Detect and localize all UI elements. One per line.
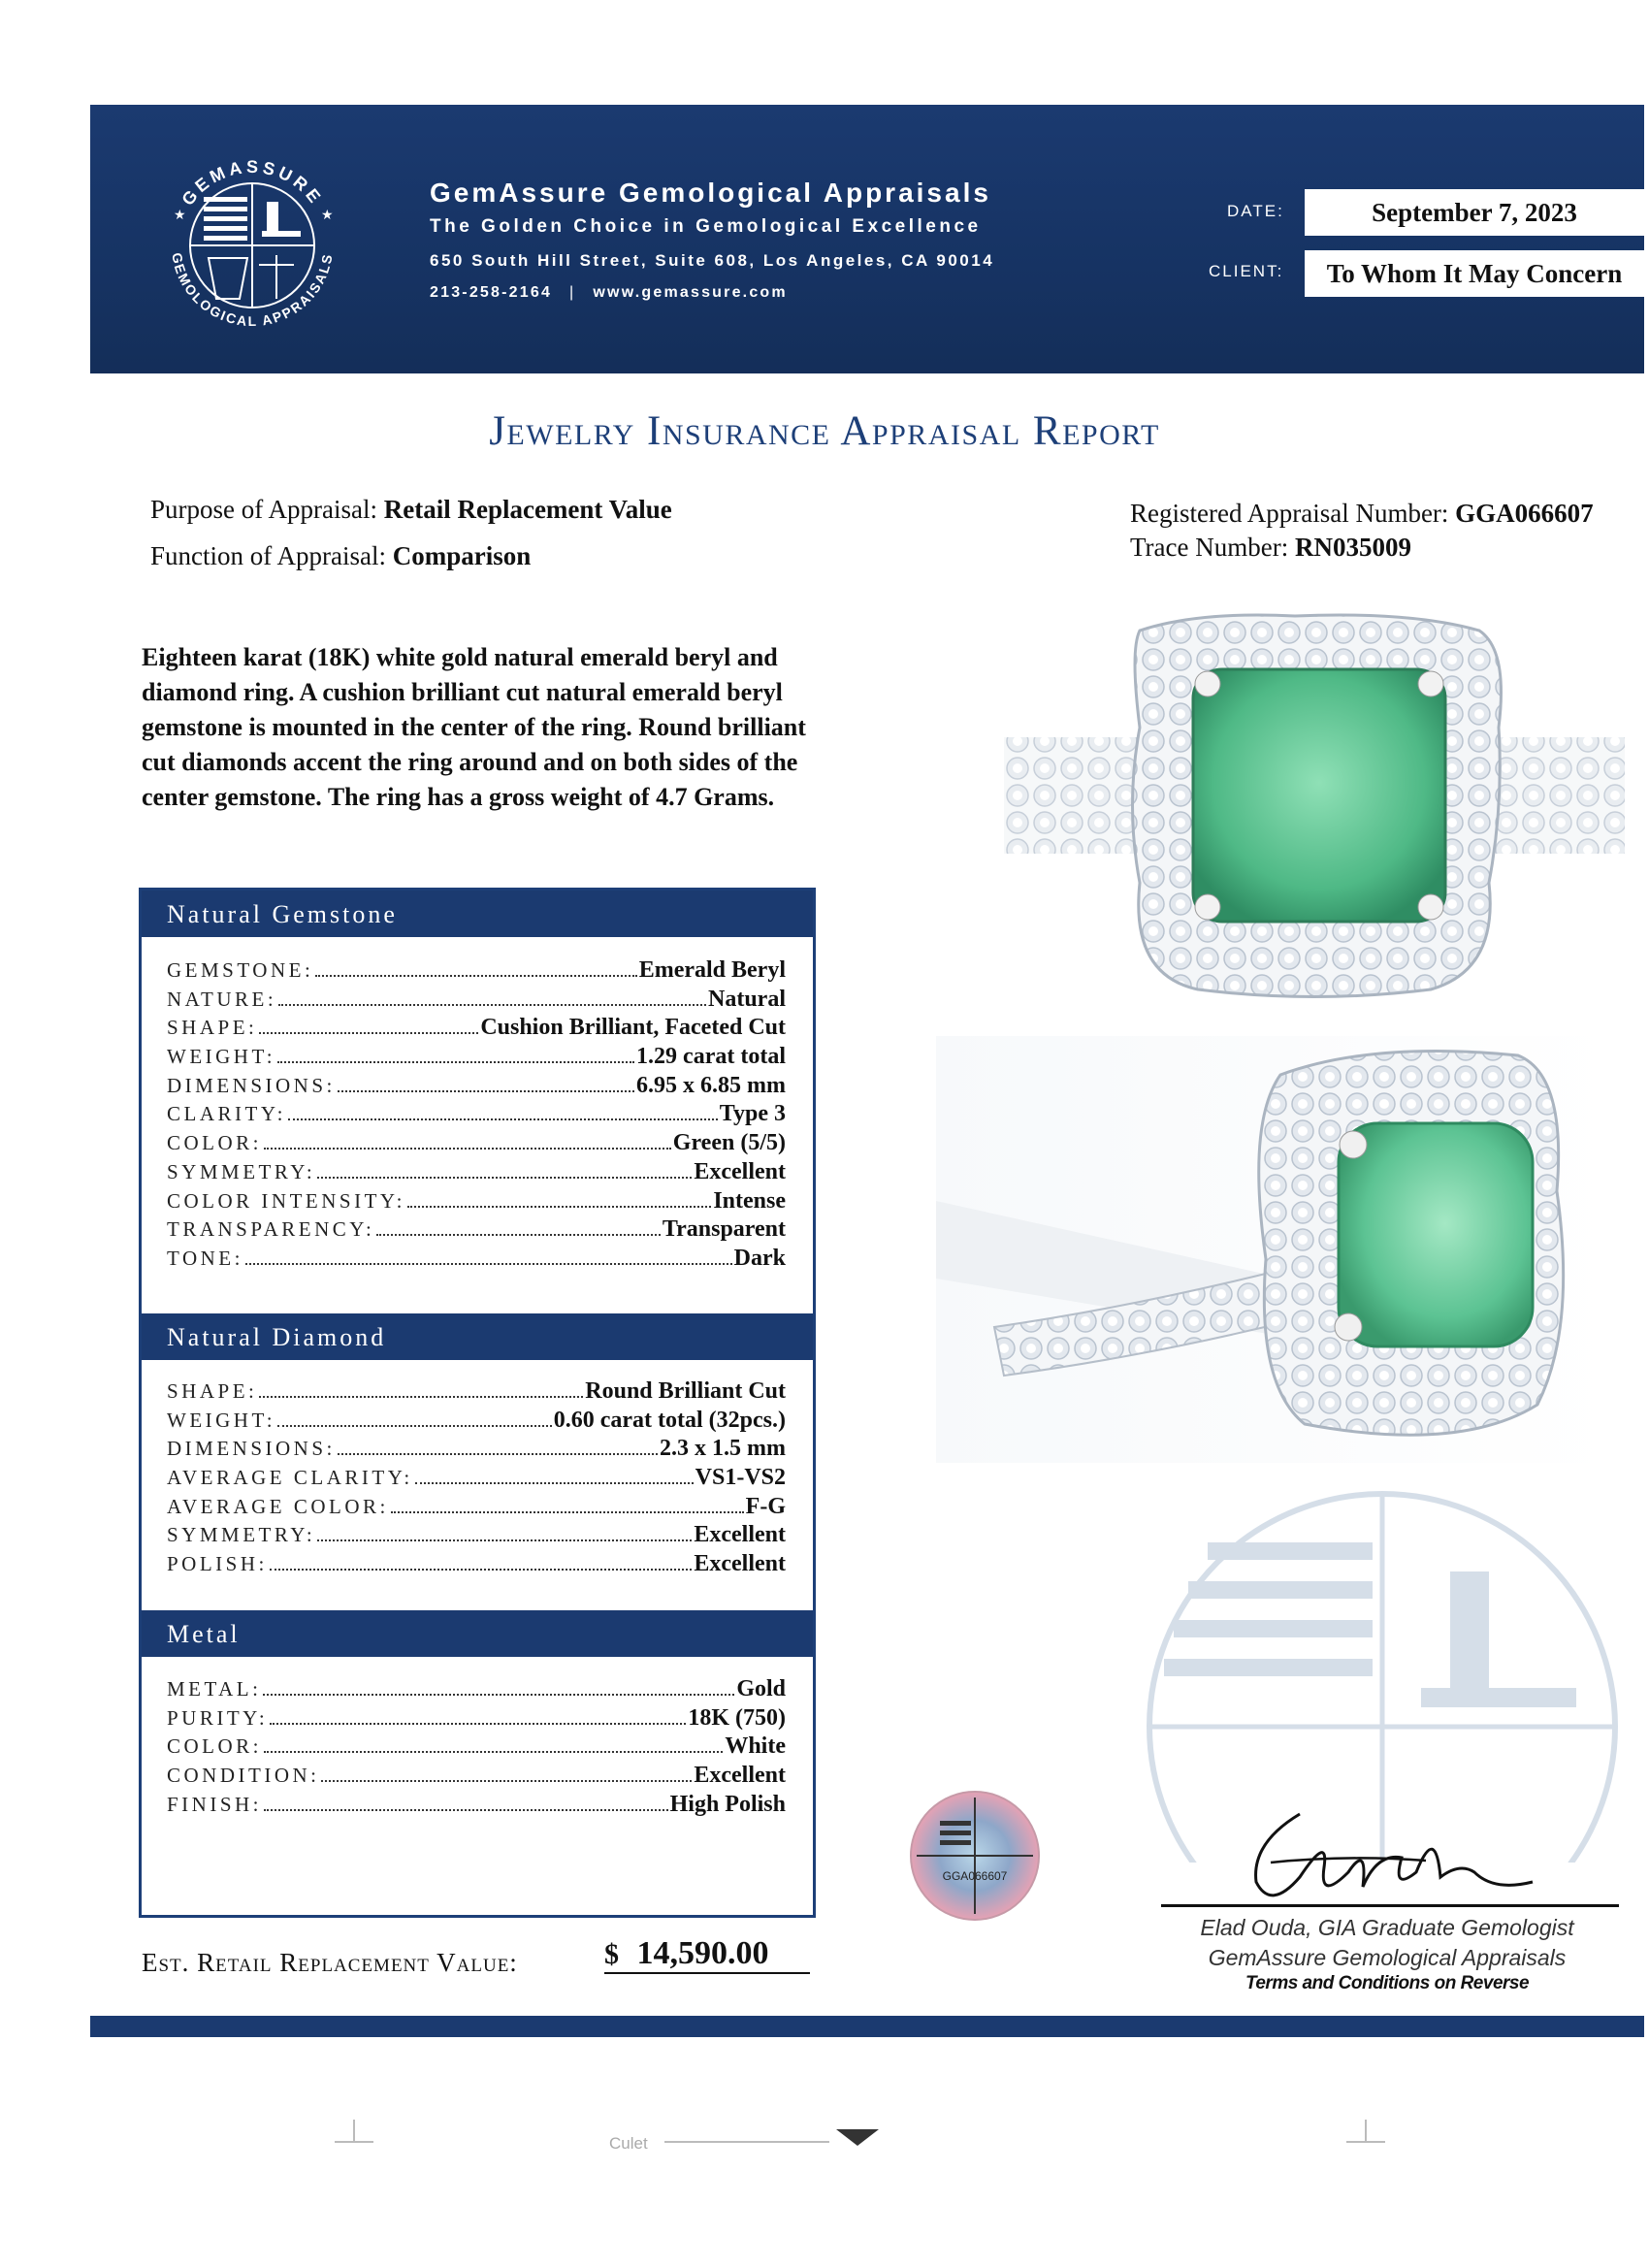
spec-row xyxy=(167,1101,786,1130)
spec-label: POLISH: xyxy=(167,1552,268,1576)
header-band xyxy=(90,105,1644,373)
spec-label: COLOR INTENSITY: xyxy=(167,1188,405,1213)
culet-triangle-icon xyxy=(836,2129,879,2146)
spec-value: 18K (750) xyxy=(688,1704,786,1731)
registered-value: GGA066607 xyxy=(1455,499,1594,528)
spec-row xyxy=(167,1408,786,1437)
svg-text:GEMOLOGICAL APPRAISALS: GEMOLOGICAL APPRAISALS xyxy=(169,251,336,330)
spec-label: PURITY: xyxy=(167,1705,269,1730)
bottom-band xyxy=(90,2016,1644,2037)
registered-label: Registered Appraisal Number: xyxy=(1130,499,1449,528)
spec-row xyxy=(167,1130,786,1159)
currency-symbol: $ xyxy=(604,1938,619,1970)
section-header-gemstone: Natural Gemstone xyxy=(142,891,813,937)
hologram-sticker xyxy=(907,1788,1043,1924)
section-header-metal: Metal xyxy=(142,1610,813,1657)
signature-line xyxy=(1161,1904,1619,1907)
spec-label: CONDITION: xyxy=(167,1764,320,1788)
client-field: To Whom It May Concern xyxy=(1305,250,1644,297)
spec-label: TONE: xyxy=(167,1246,243,1270)
spec-row xyxy=(167,1073,786,1102)
company-contact xyxy=(430,284,994,302)
hologram-code: GGA066607 xyxy=(942,1869,1008,1883)
value-amount xyxy=(604,1935,810,1974)
spec-value: Green (5/5) xyxy=(672,1130,786,1156)
specifications-panel xyxy=(139,888,816,1918)
spec-row xyxy=(167,1188,786,1217)
spec-label: SHAPE: xyxy=(167,1379,258,1403)
purpose-value: Retail Replacement Value xyxy=(383,495,672,524)
spec-value: Excellent xyxy=(694,1158,786,1184)
spec-label: AVERAGE COLOR: xyxy=(167,1494,389,1518)
spec-row xyxy=(167,1044,786,1073)
company-tagline: The Golden Choice in Gemological Excellence xyxy=(430,216,982,237)
spec-label: WEIGHT: xyxy=(167,1045,276,1069)
metal-rows xyxy=(167,1676,786,1820)
company-phone: 213-258-2164 xyxy=(430,284,553,301)
gemstone-rows xyxy=(167,957,786,1275)
footer-marks xyxy=(0,2115,1649,2173)
terms-note: Terms and Conditions on Reverse xyxy=(1245,1973,1530,1993)
item-description xyxy=(142,640,918,815)
purpose-label: Purpose of Appraisal: xyxy=(150,495,377,524)
spec-row xyxy=(167,1378,786,1408)
spec-value: Cushion Brilliant, Faceted Cut xyxy=(480,1015,786,1041)
ring-photo-side-view xyxy=(936,1036,1615,1463)
spec-value: F-G xyxy=(745,1493,786,1519)
spec-value: High Polish xyxy=(669,1791,786,1817)
spec-label: COLOR: xyxy=(167,1131,263,1155)
spec-row xyxy=(167,1015,786,1044)
spec-value: Excellent xyxy=(694,1763,786,1789)
spec-row xyxy=(167,1733,786,1763)
description-line: Eighteen karat (18K) white gold natural emerald beryl and xyxy=(142,643,778,671)
description-line: cut diamonds accent the ring around and on both sides of the xyxy=(142,748,798,776)
spec-label: DIMENSIONS: xyxy=(167,1073,336,1097)
ring-photo-top-view xyxy=(1004,592,1625,1009)
trace-label: Trace Number: xyxy=(1130,533,1289,562)
spec-value: Natural xyxy=(708,986,786,1012)
spec-label: CLARITY: xyxy=(167,1102,286,1126)
trace-value: RN035009 xyxy=(1294,533,1411,562)
spec-row xyxy=(167,1705,786,1734)
spec-row xyxy=(167,957,786,987)
spec-label: TRANSPARENCY: xyxy=(167,1217,375,1242)
spec-label: SHAPE: xyxy=(167,1016,258,1040)
spec-row xyxy=(167,1216,786,1246)
contact-separator: | xyxy=(569,284,576,301)
report-title: Jewelry Insurance Appraisal Report xyxy=(489,408,1160,454)
spec-value: VS1-VS2 xyxy=(695,1465,786,1491)
spec-row xyxy=(167,1676,786,1705)
function-label: Function of Appraisal: xyxy=(150,541,386,570)
appraiser-name: Elad Ouda, GIA Graduate Gemologist xyxy=(1200,1915,1574,1940)
spec-row xyxy=(167,1159,786,1188)
purpose-line xyxy=(150,495,672,525)
function-line xyxy=(150,541,531,571)
spec-row xyxy=(167,1551,786,1580)
spec-row xyxy=(167,1494,786,1523)
trace-number-line xyxy=(1130,533,1411,563)
company-website: www.gemassure.com xyxy=(593,284,788,301)
description-line: center gemstone. The ring has a gross weight of 4.7 Grams. xyxy=(142,783,775,811)
spec-row xyxy=(167,1792,786,1821)
diamond-rows xyxy=(167,1378,786,1580)
spec-label: GEMSTONE: xyxy=(167,958,314,982)
section-header-diamond: Natural Diamond xyxy=(142,1313,813,1360)
spec-label: NATURE: xyxy=(167,987,277,1011)
value-label: Est. Retail Replacement Value: xyxy=(142,1948,518,1977)
spec-label: WEIGHT: xyxy=(167,1408,276,1432)
spec-label: SYMMETRY: xyxy=(167,1523,316,1547)
spec-value: 2.3 x 1.5 mm xyxy=(660,1436,786,1462)
client-label: CLIENT: xyxy=(1209,262,1284,280)
spec-row xyxy=(167,1763,786,1792)
description-line: diamond ring. A cushion brilliant cut natural emerald beryl xyxy=(142,678,783,706)
culet-label: Culet xyxy=(609,2134,648,2153)
description-line: gemstone is mounted in the center of the ring. Round brilliant xyxy=(142,713,806,741)
spec-row xyxy=(167,1436,786,1465)
spec-value: White xyxy=(725,1733,786,1760)
amount-text: 14,590.00 xyxy=(636,1935,769,1971)
date-label: DATE: xyxy=(1227,202,1284,220)
spec-value: Dark xyxy=(733,1245,786,1271)
spec-value: Type 3 xyxy=(719,1101,786,1127)
spec-label: COLOR: xyxy=(167,1734,263,1759)
spec-value: Excellent xyxy=(694,1522,786,1548)
spec-value: Round Brilliant Cut xyxy=(585,1378,786,1404)
spec-row xyxy=(167,1465,786,1494)
spec-label: SYMMETRY: xyxy=(167,1159,316,1183)
svg-text:★: ★ xyxy=(174,209,186,223)
spec-label: FINISH: xyxy=(167,1792,263,1816)
spec-label: DIMENSIONS: xyxy=(167,1437,336,1461)
company-info xyxy=(430,178,994,302)
company-address: 650 South Hill Street, Suite 608, Los Angeles, CA 90014 xyxy=(430,251,995,270)
registered-number-line xyxy=(1130,499,1594,529)
spec-row xyxy=(167,987,786,1016)
spec-value: Emerald Beryl xyxy=(638,957,786,983)
spec-value: Excellent xyxy=(694,1551,786,1577)
signature xyxy=(1232,1785,1542,1911)
svg-text:★: ★ xyxy=(321,209,334,223)
spec-label: METAL: xyxy=(167,1677,262,1701)
spec-value: 6.95 x 6.85 mm xyxy=(636,1072,786,1098)
company-seal-logo xyxy=(150,144,354,347)
spec-value: 0.60 carat total (32pcs.) xyxy=(553,1407,786,1433)
spec-value: Gold xyxy=(736,1676,786,1701)
spec-row xyxy=(167,1522,786,1551)
spec-value: Intense xyxy=(713,1187,786,1214)
spec-value: 1.29 carat total xyxy=(636,1044,786,1070)
spec-row xyxy=(167,1246,786,1275)
signature-block xyxy=(1125,1913,1649,1994)
function-value: Comparison xyxy=(392,541,532,570)
svg-text:GEMASSURE: GEMASSURE xyxy=(178,156,327,210)
spec-label: AVERAGE CLARITY: xyxy=(167,1466,413,1490)
spec-value: Transparent xyxy=(662,1216,786,1243)
company-name: GemAssure Gemological Appraisals xyxy=(430,178,991,208)
appraiser-company: GemAssure Gemological Appraisals xyxy=(1208,1945,1567,1970)
date-field: September 7, 2023 xyxy=(1305,189,1644,236)
